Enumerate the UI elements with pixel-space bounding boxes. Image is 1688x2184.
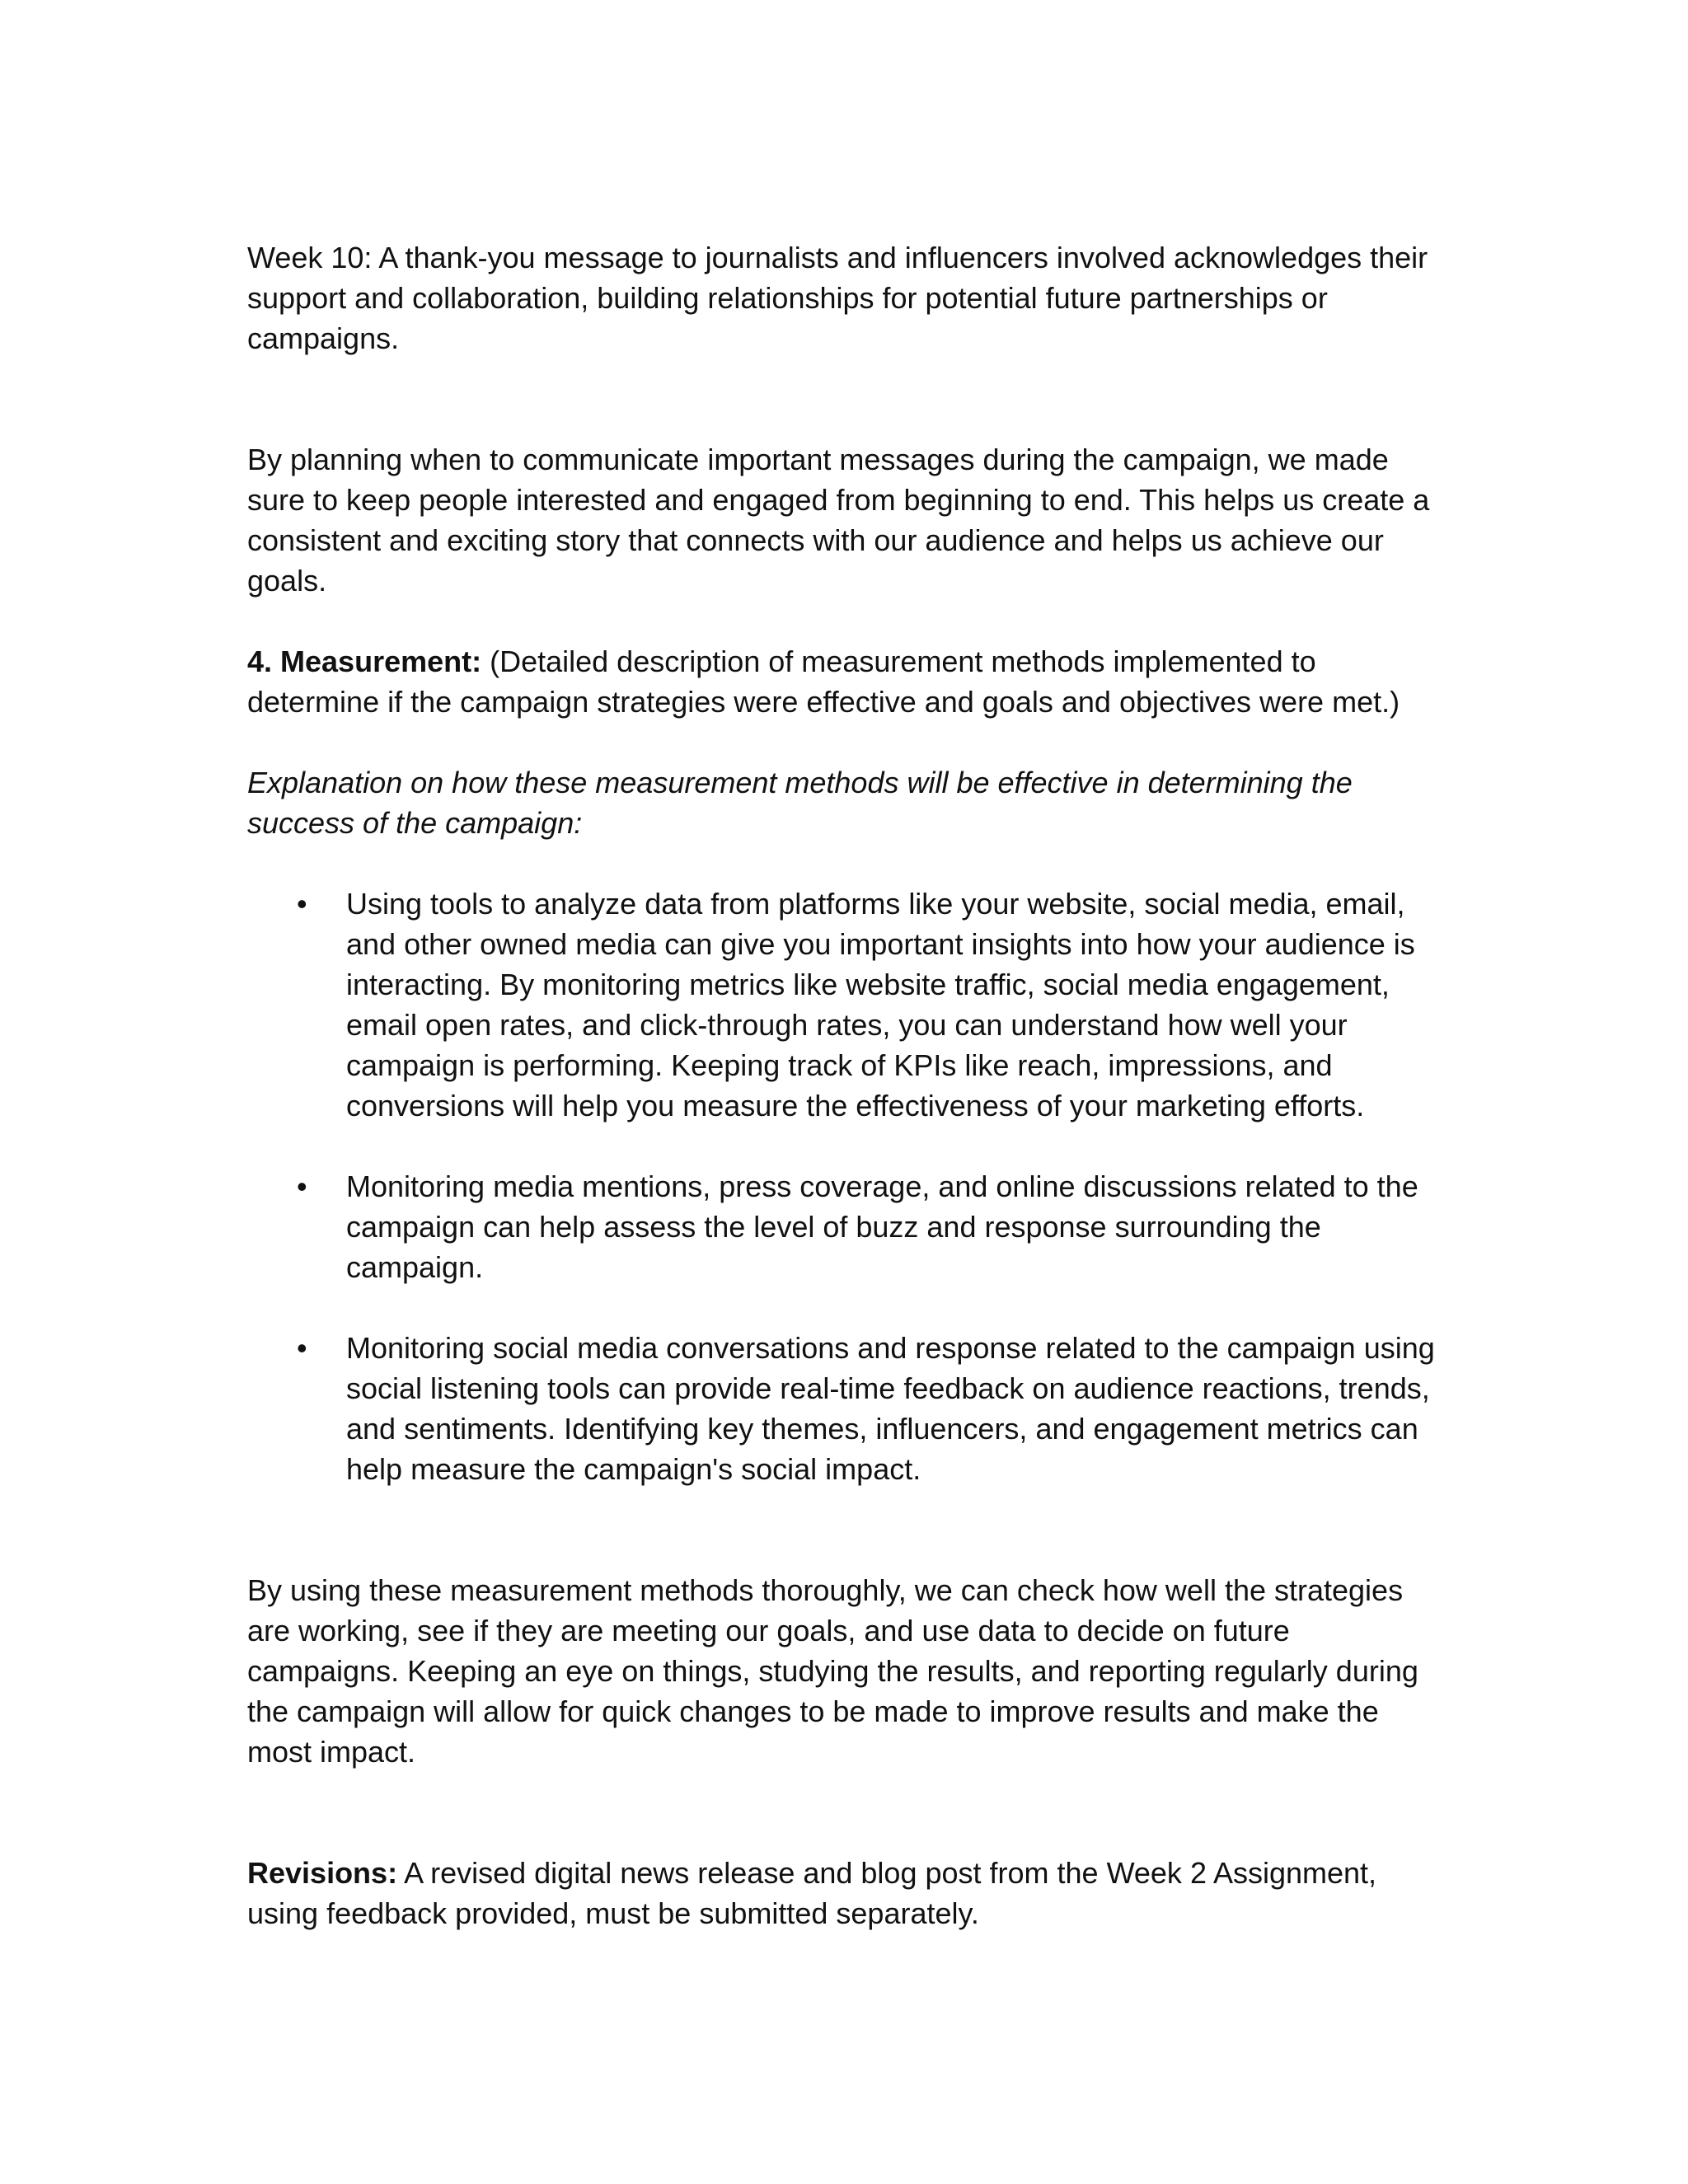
spacer: [247, 1287, 1442, 1328]
measurement-heading: 4. Measurement:: [247, 644, 482, 678]
measurement-description: (Detailed description of measurement methods implemented to determine if the campaign strategies were effective and goals and objectives were met.): [247, 644, 1400, 719]
list-item: [247, 1328, 1442, 1489]
revisions-text: A revised digital news release and blog post from the Week 2 Assignment, using feedback provided, must be submitted separately.: [247, 1856, 1377, 1930]
spacer: [247, 722, 1442, 762]
bullet-icon: •: [297, 1331, 307, 1365]
bullet-icon: •: [297, 887, 307, 921]
week10-paragraph: Week 10: A thank-you message to journalists and influencers involved acknowledges their support and collaboration, building relationships for potential future partnerships or campaigns.: [247, 241, 1428, 355]
list-item-text: Using tools to analyze data from platforms like your website, social media, email, and other owned media can give you important insights into how your audience is interacting. By monitoring metrics like website traffic, social media engagement, email open rates, and click-through rates, you can understand how well your campaign is performing. Keeping track of KPIs like reach, impressions, and conversions will help you measure the effectiveness of your marketing efforts.: [346, 887, 1415, 1122]
planning-paragraph: By planning when to communicate important messages during the campaign, we made sure to keep people interested and engaged from beginning to end. This helps us create a consistent and exciting story that connects with our audience and helps us achieve our goals.: [247, 443, 1430, 598]
measurement-paragraph: [247, 641, 1442, 722]
revisions-paragraph: [247, 1853, 1442, 1933]
spacer: [247, 1126, 1442, 1166]
list-item-text: Monitoring media mentions, press coverage, and online discussions related to the campaign can help assess the level of buzz and response surrounding the campaign.: [346, 1169, 1418, 1284]
revisions-heading: Revisions:: [247, 1856, 398, 1890]
measurement-methods-list: [247, 883, 1442, 1489]
bullet-icon: •: [297, 1169, 307, 1203]
spacer: [247, 1489, 1442, 1570]
list-item: [247, 883, 1442, 1126]
document-page: [247, 237, 1442, 1933]
explanation-paragraph: Explanation on how these measurement methods will be effective in determining the success of the campaign:: [247, 766, 1353, 840]
list-item-text: Monitoring social media conversations and response related to the campaign using social listening tools can provide real-time feedback on audience reactions, trends, and sentiments. Identifying key themes, influencers, and engagement metrics can help measure the campaign's social impact.: [346, 1331, 1435, 1486]
list-item: [247, 1166, 1442, 1287]
spacer: [247, 843, 1442, 883]
conclusion-paragraph: By using these measurement methods thoroughly, we can check how well the strategies are working, see if they are meeting our goals, and use data to decide on future campaigns. Keeping an eye on things, studying the results, and reporting regularly during the campaign will allow for quick changes to be made to improve results and make the most impact.: [247, 1573, 1418, 1769]
spacer: [247, 1772, 1442, 1853]
spacer: [247, 601, 1442, 641]
spacer: [247, 359, 1442, 439]
